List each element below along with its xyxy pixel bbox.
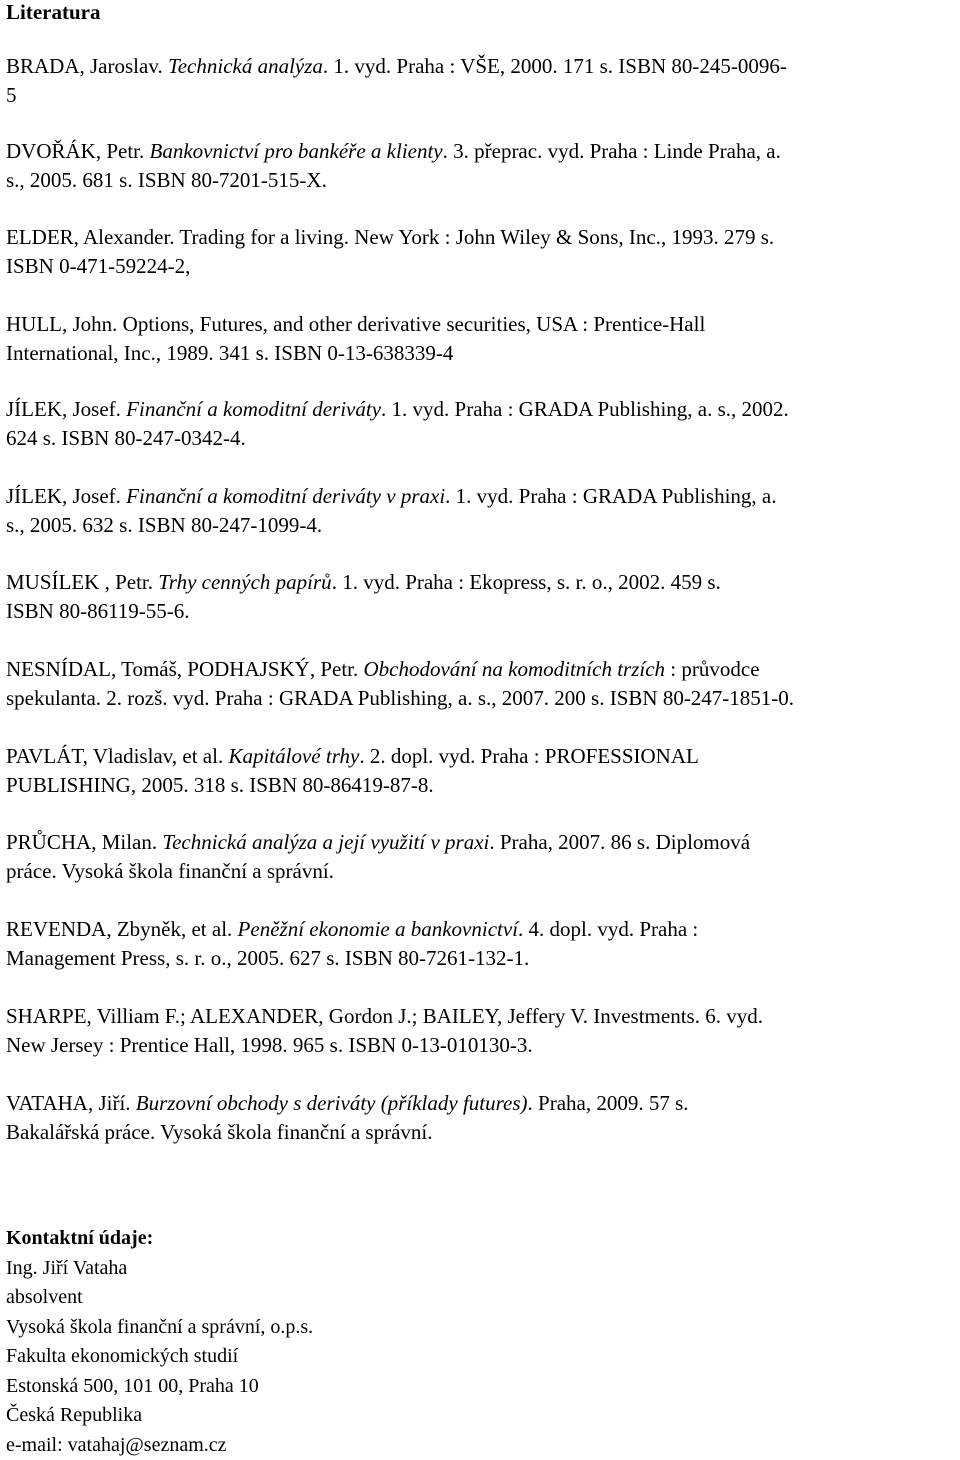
reference-entry [6, 310, 956, 368]
reference-text: DVOŘÁK, Petr. [6, 139, 150, 163]
reference-text: . 1. vyd. Praha : Ekopress, s. r. o., 2002. 459 s. [331, 570, 721, 594]
reference-text: 624 s. ISBN 80-247-0342-4. [6, 426, 246, 450]
reference-title: Obchodování na komoditních trzích [363, 657, 666, 681]
reference-title: Technická analýza [167, 54, 323, 78]
reference-line [6, 482, 956, 511]
reference-line [6, 568, 956, 597]
reference-text: 5 [6, 83, 17, 107]
reference-line [6, 828, 956, 857]
reference-text: SHARPE, Villiam F.; ALEXANDER, Gordon J.; BAILEY, Jeffery V. Investments. 6. vyd. [6, 1004, 763, 1028]
reference-text: JÍLEK, Josef. [6, 397, 127, 421]
reference-title: Finanční a komoditní deriváty [126, 397, 382, 421]
reference-text: PAVLÁT, Vladislav, et al. [6, 744, 229, 768]
reference-line [6, 944, 956, 973]
reference-line [6, 1118, 956, 1147]
reference-entry [6, 915, 956, 973]
reference-title: Technická analýza a její využití v praxi [162, 830, 490, 854]
reference-text: JÍLEK, Josef. [6, 484, 127, 508]
reference-title: Trhy cenných papírů [158, 570, 332, 594]
contact-email: e-mail: vatahaj@seznam.cz [6, 1433, 227, 1456]
reference-text: . Praha, 2007. 86 s. Diplomová [489, 830, 751, 854]
reference-line [6, 857, 956, 886]
reference-line [6, 166, 956, 195]
contact-address: Estonská 500, 101 00, Praha 10 [6, 1374, 259, 1397]
contact-school: Vysoká škola finanční a správní, o.p.s. [6, 1315, 314, 1338]
reference-text: PUBLISHING, 2005. 318 s. ISBN 80-86419-87-8. [6, 773, 434, 797]
reference-text: Bakalářská práce. Vysoká škola finanční a správní. [6, 1120, 433, 1144]
reference-text: . 3. přeprac. vyd. Praha : Linde Praha, a. [442, 139, 781, 163]
reference-line [6, 1031, 956, 1060]
reference-title: Bankovnictví pro bankéře a klienty [149, 139, 443, 163]
contact-faculty: Fakulta ekonomických studií [6, 1345, 239, 1367]
contact-name: Ing. Jiří Vataha [6, 1256, 128, 1279]
reference-text: ELDER, Alexander. Trading for a living. New York : John Wiley & Sons, Inc., 1993. 279 s. [6, 225, 775, 249]
reference-text: . 1. vyd. Praha : GRADA Publishing, a. s., 2002. [381, 397, 789, 421]
reference-text: REVENDA, Zbyněk, et al. [6, 917, 238, 941]
reference-line [6, 395, 956, 424]
reference-entry [6, 52, 956, 110]
reference-text: International, Inc., 1989. 341 s. ISBN 0-13-638339-4 [6, 341, 454, 365]
reference-line [6, 223, 956, 252]
contact-title: absolvent [6, 1286, 83, 1308]
reference-line [6, 915, 956, 944]
reference-entry [6, 828, 956, 886]
reference-text: Management Press, s. r. o., 2005. 627 s. ISBN 80-7261-132-1. [6, 946, 530, 970]
reference-line [6, 684, 956, 713]
reference-title: Kapitálové trhy [228, 744, 360, 768]
reference-text: : průvodce [665, 657, 760, 681]
reference-text: ISBN 0-471-59224-2, [6, 254, 191, 278]
reference-line [6, 339, 956, 368]
reference-text: . 2. dopl. vyd. Praha : PROFESSIONAL [359, 744, 699, 768]
reference-text: HULL, John. Options, Futures, and other derivative securities, USA : Prentice-Hall [6, 312, 706, 336]
reference-entry [6, 395, 956, 453]
reference-line [6, 1002, 956, 1031]
reference-line [6, 81, 956, 110]
reference-line [6, 424, 956, 453]
reference-text: VATAHA, Jiří. [6, 1091, 136, 1115]
contact-country: Česká Republika [6, 1404, 143, 1426]
reference-text: práce. Vysoká škola finanční a správní. [6, 859, 334, 883]
contact-heading: Kontaktní údaje: [6, 1227, 154, 1249]
reference-line [6, 742, 956, 771]
reference-title: Burzovní obchody s deriváty (příklady futures) [135, 1091, 528, 1115]
reference-line [6, 310, 956, 339]
reference-entry [6, 568, 956, 626]
reference-entry [6, 482, 956, 540]
reference-text: New Jersey : Prentice Hall, 1998. 965 s. ISBN 0-13-010130-3. [6, 1033, 533, 1057]
reference-line [6, 597, 956, 626]
reference-text: . 1. vyd. Praha : VŠE, 2000. 171 s. ISBN 80-245-0096- [322, 54, 787, 78]
reference-entry [6, 137, 956, 195]
reference-text: PRŮCHA, Milan. [6, 830, 163, 854]
reference-text: NESNÍDAL, Tomáš, PODHAJSKÝ, Petr. [6, 657, 364, 681]
reference-entry [6, 742, 956, 800]
reference-entry [6, 223, 956, 281]
reference-text: s., 2005. 681 s. ISBN 80-7201-515-X. [6, 168, 327, 192]
reference-line [6, 511, 956, 540]
reference-title: Peněžní ekonomie a bankovnictví [237, 917, 519, 941]
reference-text: . 1. vyd. Praha : GRADA Publishing, a. [445, 484, 777, 508]
reference-entry [6, 1002, 956, 1060]
reference-text: MUSÍLEK , Petr. [6, 570, 159, 594]
reference-text: ISBN 80-86119-55-6. [6, 599, 190, 623]
reference-line [6, 137, 956, 166]
reference-line [6, 771, 956, 800]
reference-entry [6, 655, 956, 713]
reference-title: Finanční a komoditní deriváty v praxi [126, 484, 446, 508]
reference-line [6, 52, 956, 81]
contact-block [6, 1224, 956, 1460]
reference-entry [6, 1089, 956, 1147]
reference-line [6, 252, 956, 281]
reference-line [6, 1089, 956, 1118]
reference-line [6, 655, 956, 684]
reference-text: BRADA, Jaroslav. [6, 54, 168, 78]
reference-text: spekulanta. 2. rozš. vyd. Praha : GRADA Publishing, a. s., 2007. 200 s. ISBN 80-247-1851-0. [6, 686, 795, 710]
reference-text: s., 2005. 632 s. ISBN 80-247-1099-4. [6, 513, 323, 537]
reference-text: . 4. dopl. vyd. Praha : [518, 917, 699, 941]
bibliography-heading: Literatura [6, 0, 101, 24]
reference-text: . Praha, 2009. 57 s. [527, 1091, 689, 1115]
